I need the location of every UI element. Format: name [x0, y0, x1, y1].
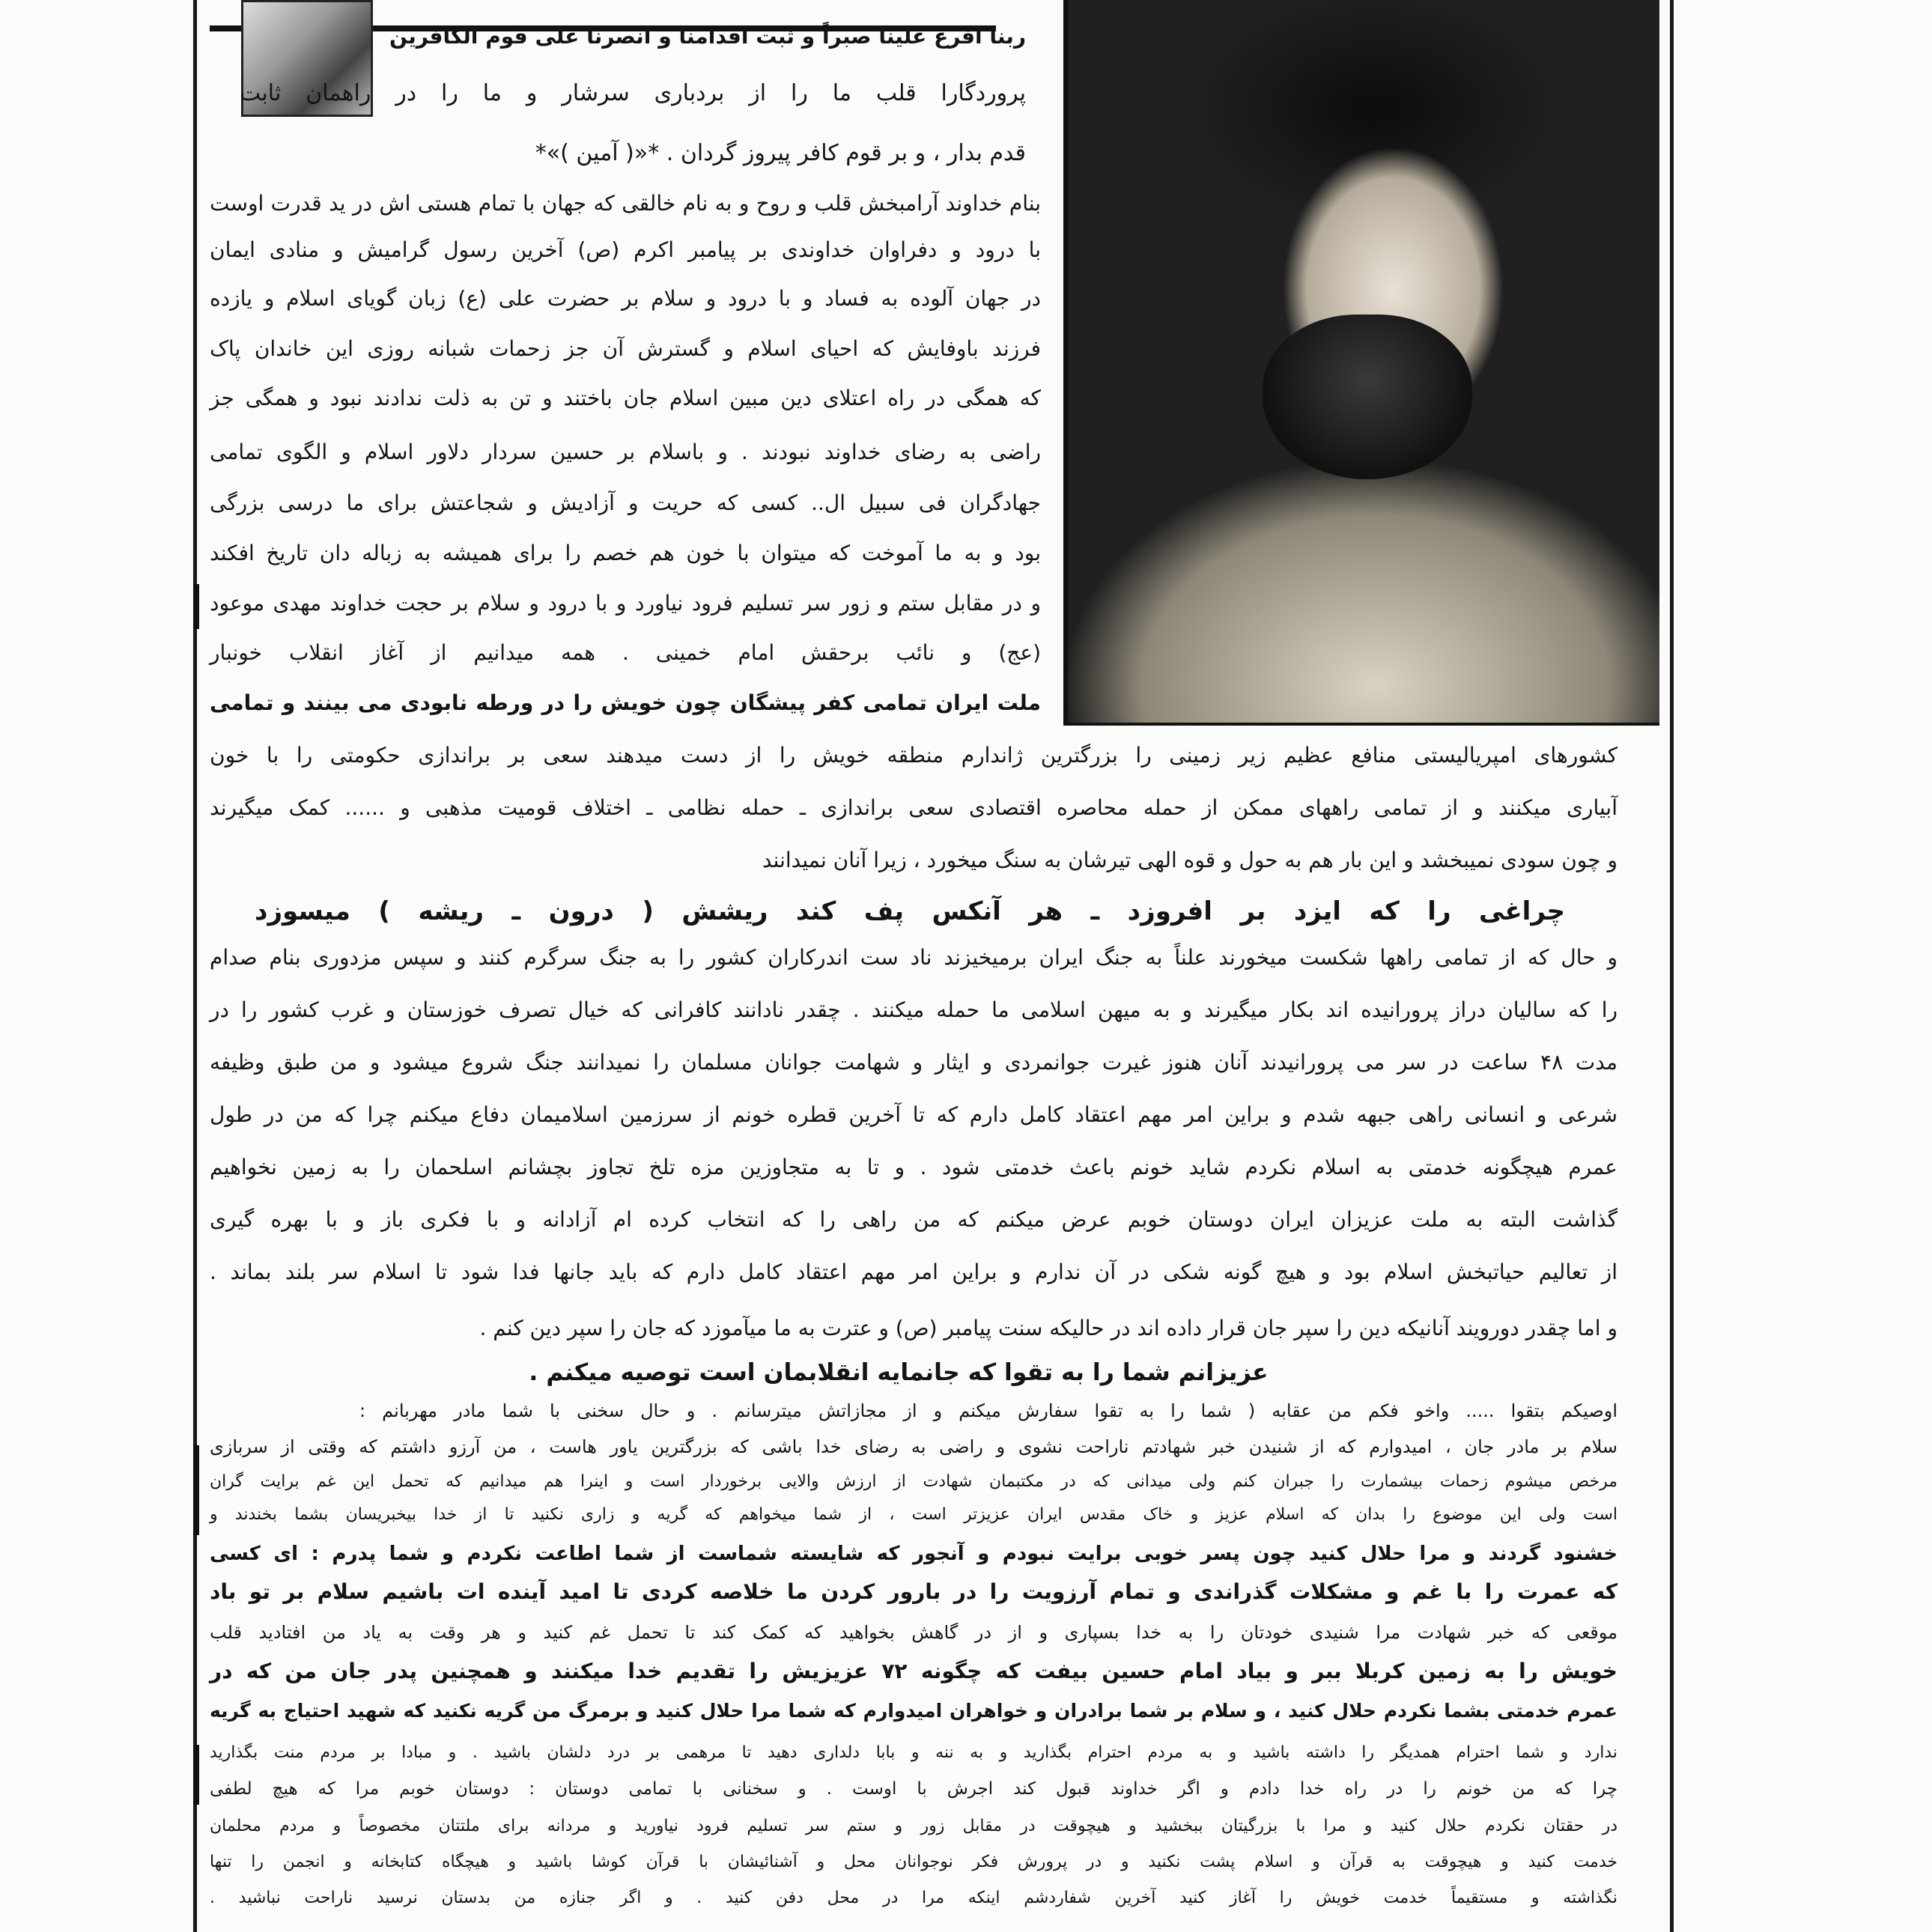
body-line-2: گذاشت البته به ملت عزیزان ایران دوستان خوبم عرض میکنم که من راهی را که انتخاب کرده ام آزادانه و با فکری باز و با بهره گیری: [210, 1207, 1617, 1232]
body-line: (عج) و نائب برحقش امام خمینی . همه میدانیم از آغاز انقلاب خونبار: [210, 640, 1041, 665]
margin-mark: [193, 1445, 199, 1535]
body-line-2: را که سالیان دراز پرورانیده اند بکار میگیرند و به میهن اسلامی ما حمله میکنند . چقدر نادانند کافرانی که خیال تصرف خوزستان و غرب کشور را در: [210, 997, 1617, 1022]
body-line: در جهان آلوده به فساد و با درود و سلام بر حضرت علی (ع) زبان گویای اسلام و یازده: [210, 286, 1041, 311]
body-line-2: شرعی و انسانی راهی جبهه شدم و براین امر مهم اعتقاد کامل دارم که تا آخرین قطره خونم از سرزمین اسلامیمان دفاع میکنم چرا که من در طول: [210, 1102, 1617, 1127]
margin-mark: [193, 584, 199, 629]
body-line: ملت ایران تمامی کفر پیشگان چون خویش را در ورطه نابودی می بینند و تمامی: [210, 690, 1041, 715]
body-line-2: و اما چقدر دورویند آنانیکه دین را سپر جان قرار داده اند در حالیکه سنت پیامبر (ص) و عترت به ما میآموزد که جان را سپر دین کنم .: [479, 1316, 1617, 1340]
right-margin-rule: [1670, 0, 1674, 1932]
body-line-2: از تعالیم حیاتبخش اسلام بود و هیچ گونه شکی در آن ندارم و براین امر مهم اعتقاد کامل دارم که باید جانها فدا شود تا اسلام سر بلند بماند .: [210, 1260, 1617, 1284]
body-line: فرزند باوفایش که احیای اسلام و گسترش آن جز زحمات شبانه روزی این خاندان پاک: [210, 336, 1041, 361]
wide-line: کشورهای امپریالیستی منافع عظیم زیر زمینی را بزرگترین ژاندارم منطقه خویش را از دست میدهند سعی بر براندازی حکومتی را با خون: [210, 743, 1617, 768]
small-line: در حقتان نکردم حلال کنید و مرا با بزرگیتان ببخشید و هیچوقت در مقابل زور و ستم سر تسلیم فرود نیاورید و مردانه برای ملتتان مخصوصاً و مردم محلمان: [210, 1817, 1617, 1835]
body-line: با درود و دفراوان خداوندی بر پیامبر اکرم (ص) آخرین رسول گرامیش و منادی ایمان: [210, 237, 1041, 262]
small-line: اوصیکم بتقوا ..... واخو فکم من عقابه ( شما را به تقوا سفارش میکنم و از مجازاتش میترسانم . و حال سخنی با شما مادر مهربانم :: [359, 1400, 1617, 1421]
small-line: خویش را به زمین کربلا ببر و بیاد امام حسین بیفت که چگونه ۷۲ عزیزیش را تقدیم خدا میکنند و همچنین پدر جان من که در: [210, 1659, 1617, 1683]
recommendation-line: عزیزانم شما را به تقوا که جانمایه انقلابمان است توصیه میکنم .: [529, 1359, 1269, 1386]
margin-mark: [193, 1745, 199, 1805]
small-line: عمرم خدمتی بشما نکردم حلال کنید ، و سلام بر شما برادران و خواهران امیدوارم که شما مرا حلال کنید و برمرگ من گریه نکنید که شهید احتیاج به گریه: [210, 1700, 1617, 1722]
small-line: خشنود گردند و مرا حلال کنید چون پسر خوبی برایت نبودم و آنجور که شایسته شماست از شما اطاعت نکردم و شما پدرم : ای کسی: [210, 1543, 1617, 1565]
verse-arabic: ربنا افرغ علینا صبراً و ثبت اقدامنا و انصرنا علی قوم الکافرین: [389, 24, 1026, 49]
small-line: خدمت کنید و هیچوقت به قرآن و اسلام پشت نکنید و در پرورش فکر نوجوانان محل و آشنائیشان با قرآن کوشا باشید و هیچگاه کتابخانه و انجمن را تنها: [210, 1853, 1617, 1871]
body-line-2: مدت ۴۸ ساعت در سر می پرورانیدند آنان هنوز غیرت جوانمردی و ایثار و شهامت جوانان مسلمان را نمیدانند جنگ شروع میشود و من طبق وظیفه: [210, 1050, 1617, 1075]
small-line: که عمرت را با غم و مشکلات گذراندی و تمام آرزویت را در بارور کردن ما خلاصه کردی تا امید آینده ات باشیم سلام بر تو باد: [210, 1579, 1617, 1604]
martyr-portrait-photo: [1063, 0, 1659, 726]
portrait-beard-shading: [1263, 315, 1472, 479]
wide-line: و چون سودی نمیبخشد و این بار هم به حول و قوه الهی تیرشان به سنگ میخورد ، زیرا آنان نمیدانند: [762, 848, 1617, 872]
verse-translation-line: قدم بدار ، و بر قوم کافر پیروز گردان . *«( آمین )»*: [535, 140, 1026, 166]
small-line: ندارد و شما احترام همدیگر را داشته باشید و به مردم احترام بگذارید و به ننه و بابا دلداری دهید تا مرهمی بر درد دلشان باشید . و مبادا بر مردم منت بگذارید: [210, 1743, 1617, 1762]
body-line: و در مقابل ستم و زور سر تسلیم فرود نیاورد و با درود و سلام بر حجت خداوند مهدی موعود: [210, 591, 1041, 616]
small-line: نگذاشته و مستقیماً خدمت خویش را آغاز کنید آخرین شفاردشم اینکه مرا در محل دفن کنید . و اگر جنازه من بدستان نرسید ناراحت نباشید .: [210, 1889, 1617, 1907]
small-line: مرخص میشوم زحمات بیشمارت را جبران کنم ولی میدانی که در مکتبمان شهادت از ارزش والایی برخوردار است و اینرا هم میدانیم که تحمل این غم برایت گران: [210, 1472, 1617, 1491]
verse-translation-line: پروردگارا قلب ما را از بردباری سرشار و ما را در راهمان ثابت: [240, 80, 1026, 106]
body-line: بنام خداوند آرامبخش قلب و روح و به نام خالقی که جهان با تمام هستی اش در ید قدرت اوست: [210, 191, 1041, 216]
body-line-2: عمرم هیچگونه خدمتی به اسلام نکردم شاید خونم باعث خدمتی شود . و تا به متجاوزین مزه تلخ تجاوز بچشانم اسلحمان را به زمین نخواهیم: [210, 1155, 1617, 1179]
small-line: موقعی که خبر شهادت مرا شنیدی خودتان را به خدا بسپاری و از در گاهش بخواهید که کمک کند تا تحمل غم کنید و هر وقت به یاد من افتادید قلب: [210, 1622, 1617, 1643]
body-line-2: و حال که از تمامی راهها شکست میخورند علناً به جنگ ایران برمیخیزند ناد ست اندرکاران کشور را به جنگ سرگرم کنند و سپس مزدوری بنام صدام: [210, 945, 1617, 970]
wide-line: آبیاری میکنند و از تمامی راههای ممکن از حمله محاصره اقتصادی سعی براندازی ـ حمله نظامی ـ اختلاف قومیت مذهبی و ...... کمک میگیرند: [210, 795, 1617, 820]
small-line: چرا که من خونم را در راه خدا دادم و اگر خداوند قبول کند اجرش با اوست . و سخنانی با تمامی دوستان : دوستان خوبم مرا که هیچ لطفی: [210, 1779, 1617, 1799]
poem-line: چراغی را که ایزد بر افروزد ـ هر آنکس پف کند ریشش ( درون ـ ریشه ) میسوزد: [255, 896, 1565, 926]
body-line: که همگی در راه اعتلای دین مبین اسلام جان باختند و تن به ذلت ندادند نبود و همگی جز: [210, 386, 1041, 410]
body-line: بود و به ما آموخت که میتوان با خون هم خصم را برای همیشه به زباله دان تاریخ افکند: [210, 541, 1041, 565]
small-line: سلام بر مادر جان ، امیدوارم که از شنیدن خبر شهادتم ناراحت نشوی و راضی به رضای خدا باشی که بزرگترین یاور هاست ، من آرزو داشتم که وقتی از سربازی: [210, 1436, 1617, 1457]
body-line: راضی به رضای خداوند نبودند . و باسلام بر حسین سردار دلاور اسلام و الگوی تمامی: [210, 440, 1041, 464]
small-line: است ولی این موضوع را بدان که اسلام عزیز و خاک مقدس ایران عزیزتر است ، از شما میخواهم که گریه و زاری نکنید تا از خدا بیخبریسان بشما بخندند و: [210, 1505, 1617, 1524]
body-line: جهادگران فی سبیل ال.. کسی که حریت و آزادیش و شجاعتش برای ما درسی بزرگی: [210, 490, 1041, 515]
left-margin-rule: [193, 0, 197, 1932]
